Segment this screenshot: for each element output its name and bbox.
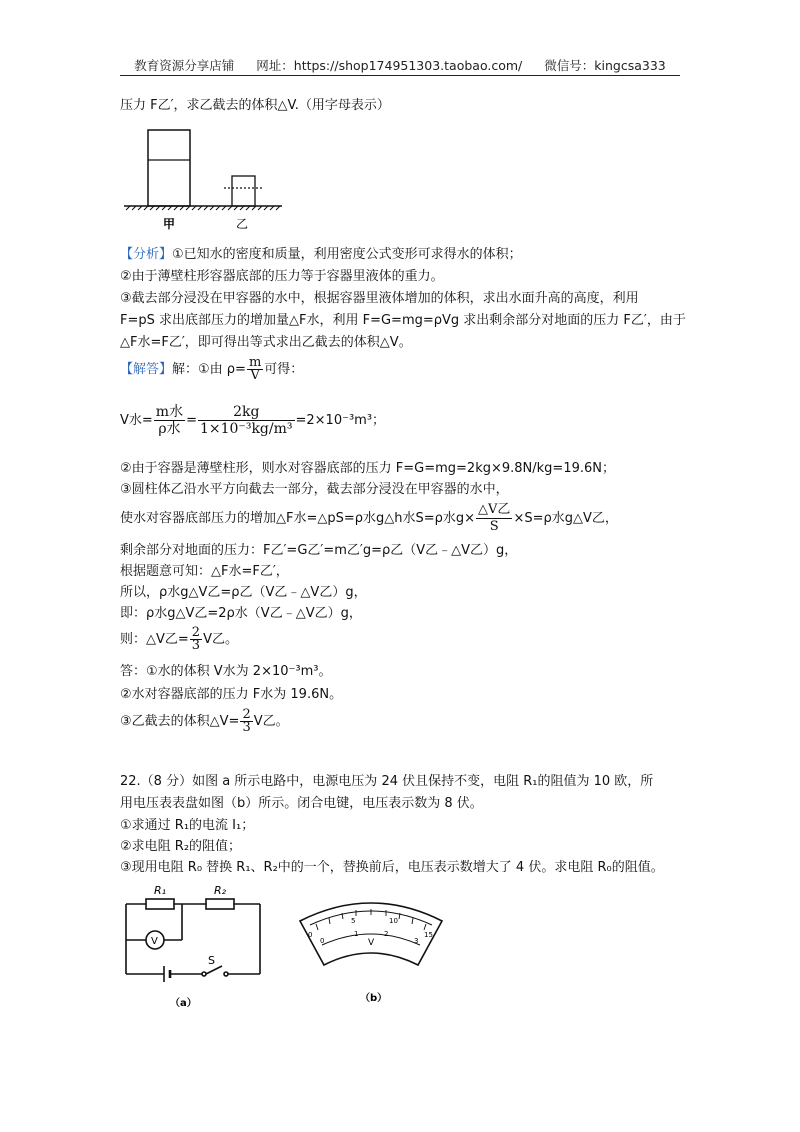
dial-upper-15: 15 — [424, 931, 433, 939]
two-thirds-fraction: $\frac{2}{3}$ — [191, 625, 201, 653]
final-answer-3: ③乙截去的体积△V= $\frac{2}{3}$ V乙。 — [120, 707, 289, 735]
circuit-diagram — [118, 882, 268, 1012]
label-r2: R₂ — [214, 884, 227, 897]
answer-tag: 【解答】 — [120, 362, 173, 377]
rho-fraction: $\frac{m}{V}$ — [248, 355, 262, 383]
dial-lower-0: 0 — [320, 937, 325, 945]
answer-line-5: 剩余部分对地面的压力：F乙′=G乙′=m乙′g=ρ乙（V乙﹣△V乙）g， — [120, 543, 518, 558]
q21-top-line: 压力 F乙′，求乙截去的体积△V.（用字母表示） — [120, 98, 390, 113]
caption-a: （a） — [170, 998, 197, 1009]
volume-formula: V水= $\frac{\text{m水}}{\text{ρ水}}$ = $\frac{2kg}{\text{1×10⁻³kg/m³}}$ =2×10⁻³m³； — [120, 404, 386, 437]
caption-b: （b） — [360, 993, 388, 1004]
analysis-line-3c: △F水=F乙′，即可得出等式求出乙截去的体积△V。 — [120, 335, 412, 350]
analysis-tag: 【分析】 — [120, 247, 173, 262]
label-jia: 甲 — [163, 217, 176, 231]
volume-frac-1: $\frac{\text{m水}}{\text{ρ水}}$ — [155, 404, 184, 437]
analysis-line-3a: ③截去部分浸没在甲容器的水中，根据容器里液体增加的体积，求出水面升高的高度，利用 — [120, 291, 639, 306]
q22-line-1: 22.（8 分）如图 a 所示电路中，电源电压为 24 伏且保持不变，电阻 R₁的阻值为 10 欧，所 — [120, 774, 654, 789]
dial-upper-5: 5 — [351, 917, 356, 925]
q22-line-2: 用电压表表盘如图（b）所示。闭合电键，电压表示数为 8 伏。 — [120, 796, 483, 811]
answer-line-8: 即：ρ水g△V乙=2ρ水（V乙﹣△V乙）g， — [120, 606, 362, 621]
label-yi: 乙 — [236, 217, 249, 231]
label-v: V — [151, 936, 158, 947]
dial-upper-0: 0 — [308, 931, 313, 939]
q22-line-4: ②求电阻 R₂的阻值； — [120, 839, 242, 854]
final-answer-2: ②水对容器底部的压力 F水为 19.6N。 — [120, 687, 343, 702]
answer-line-9: 则：△V乙= $\frac{2}{3}$ V乙。 — [120, 625, 238, 653]
volume-frac-2: $\frac{2kg}{\text{1×10⁻³kg/m³}}$ — [199, 404, 293, 437]
resistor-r1 — [146, 899, 174, 909]
dial-lower-1: 1 — [354, 930, 359, 938]
q22-line-5: ③现用电阻 R₀ 替换 R₁、R₂中的一个，替换前后，电压表示数增大了 4 伏。求电阻 R₀的阻值。 — [120, 860, 664, 875]
voltmeter-dial — [296, 893, 446, 1011]
answer-fraction: $\frac{2}{3}$ — [242, 707, 251, 735]
dial-lower-3: 3 — [414, 937, 419, 945]
header-site[interactable]: 网址：https://shop174951303.taobao.com/ — [256, 58, 523, 73]
dial-unit: V — [368, 938, 375, 948]
answer-line-3: ③圆柱体乙沿水平方向截去一部分，截去部分浸没在甲容器的水中， — [120, 482, 509, 497]
dial-upper-10: 10 — [389, 917, 398, 925]
page-header — [0, 56, 800, 74]
final-answer-1: 答：①水的体积 V水为 2×10⁻³m³。 — [120, 664, 332, 679]
label-r1: R₁ — [154, 884, 167, 897]
header-divider — [120, 75, 680, 76]
header-shop: 教育资源分享店铺 — [134, 58, 235, 73]
label-s: S — [208, 954, 215, 967]
delta-v-fraction: $\frac{\text{△V乙}}{S}$ — [478, 502, 511, 534]
answer-line-7: 所以，ρ水g△V乙=ρ乙（V乙﹣△V乙）g， — [120, 585, 367, 600]
resistor-r2 — [206, 899, 234, 909]
answer-line-6: 根据题意可知：△F水=F乙′， — [120, 564, 289, 579]
cylinder-yi — [232, 176, 255, 206]
dial-lower-2: 2 — [384, 930, 389, 938]
header-wechat: 微信号：kingcsa333 — [544, 58, 666, 73]
container-jia — [148, 130, 190, 206]
answer-line-4: 使水对容器底部压力的增加△F水=△pS=ρ水g△h水S=ρ水g× $\frac{\text{△V乙}}{S}$ ×S=ρ水g△V乙， — [120, 502, 618, 534]
analysis-line-1: 【分析】①已知水的密度和质量，利用密度公式变形可求得水的体积； — [120, 247, 522, 262]
q22-line-3: ①求通过 R₁的电流 I₁； — [120, 818, 255, 833]
analysis-line-3b: F=pS 求出底部压力的增加量△F水，利用 F=G=mg=ρVg 求出剩余部分对地面的压力 F乙′，由于 — [120, 313, 686, 328]
container-figure — [120, 124, 290, 236]
answer-line-2: ②由于容器是薄壁柱形，则水对容器底部的压力 F=G=mg=2kg×9.8N/kg=19.6N； — [120, 461, 615, 476]
analysis-line-2: ②由于薄壁柱形容器底部的压力等于容器里液体的重力。 — [120, 269, 444, 284]
answer-intro: 【解答】解：①由 ρ= $\frac{m}{V}$ 可得： — [120, 355, 304, 383]
